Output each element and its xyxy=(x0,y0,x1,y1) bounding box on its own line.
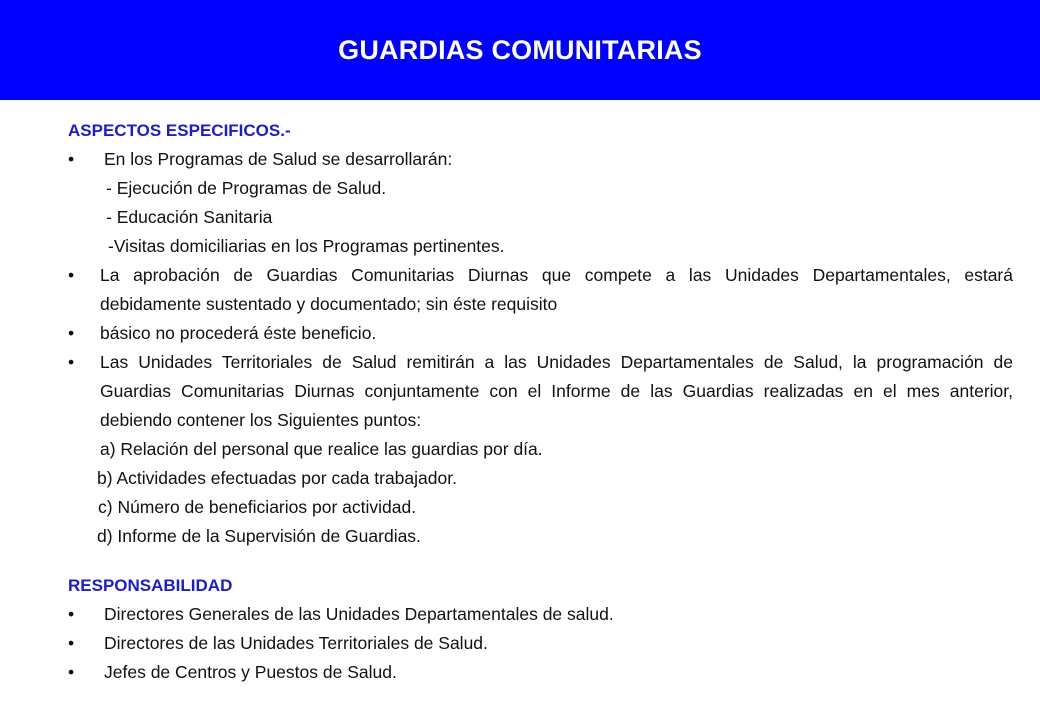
point-d: d) Informe de la Supervisión de Guardias. xyxy=(97,526,421,546)
slide-title: GUARDIAS COMUNITARIAS xyxy=(338,34,702,65)
responsabilidad-heading: RESPONSABILIDAD xyxy=(68,576,233,595)
title-banner xyxy=(0,0,1040,100)
section-gap xyxy=(68,551,1013,571)
sub-item-ejecucion: - Ejecución de Programas de Salud. xyxy=(106,178,387,198)
aspectos-heading: ASPECTOS ESPECIFICOS.- xyxy=(68,121,291,140)
sub-item-educacion: - Educación Sanitaria xyxy=(106,207,273,227)
aspectos-bullet-aprobacion: • La aprobación de Guardias Comunitarias Diurnas que compete a las Unidades Departamentales, estará debidamente sustentado y documentado; sin éste requisito xyxy=(68,261,1013,319)
aspectos-bullet-unidades: • Las Unidades Territoriales de Salud remitirán a las Unidades Departamentales de Salud, la programación de Guardias Comunitarias Diurnas conjuntamente con el Informe de las Guardias realizadas en el mes anterior, debiendo contener los Siguientes puntos: xyxy=(68,348,1013,435)
slide-content xyxy=(68,116,1013,687)
point-a: a) Relación del personal que realice las guardias por día. xyxy=(100,439,543,459)
point-b: b) Actividades efectuadas por cada trabajador. xyxy=(97,468,457,488)
point-c: c) Número de beneficiarios por actividad. xyxy=(98,497,417,517)
responsabilidad-item-directores-territoriales: • Directores de las Unidades Territoriales de Salud. xyxy=(68,629,1013,658)
aspectos-bullet-programas: • En los Programas de Salud se desarrollarán: xyxy=(68,145,1013,174)
responsabilidad-item-directores-generales: • Directores Generales de las Unidades Departamentales de salud. xyxy=(68,600,1013,629)
responsabilidad-item-jefes-centros: • Jefes de Centros y Puestos de Salud. xyxy=(68,658,1013,687)
aspectos-bullet-requisito: • básico no procederá éste beneficio. xyxy=(68,319,1013,348)
responsabilidad-list xyxy=(68,600,1013,687)
aspectos-list xyxy=(68,145,1013,551)
sub-item-visitas: -Visitas domiciliarias en los Programas pertinentes. xyxy=(108,236,505,256)
